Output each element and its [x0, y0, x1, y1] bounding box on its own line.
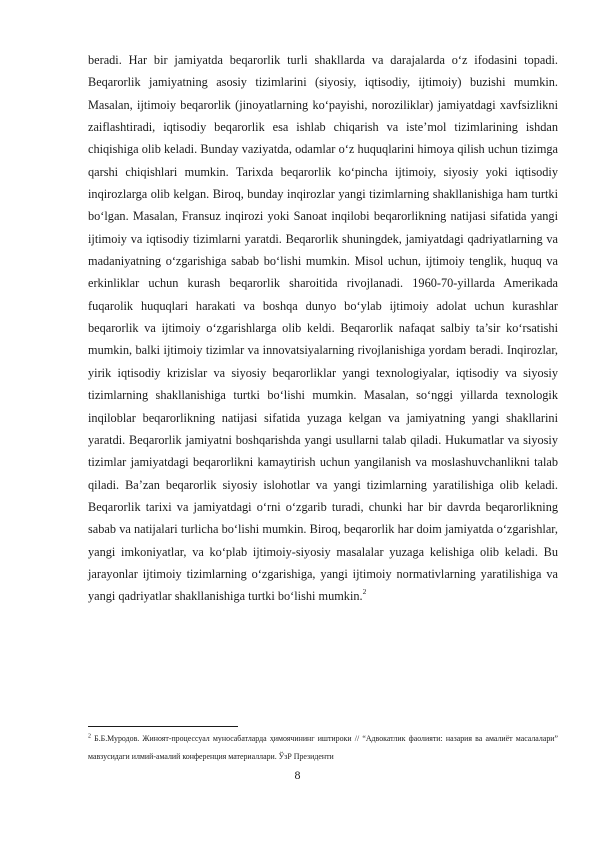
- body-paragraph: [88, 49, 558, 608]
- footnote-separator: [88, 726, 238, 727]
- footnote: [88, 730, 558, 765]
- footnote-text: Б.Б.Муродов. Жиноят-процессуал муносабатларда ҳимоячининг иштироки // “Адвокатлик фаолияти: назария ва амалиёт масалалари” мавзусидаги илмий-амалий конференция материаллари. ЎзР Президенти: [88, 734, 558, 761]
- paragraph-text: beradi. Har bir jamiyatda beqarorlik turli shakllarda va darajalarda o‘z ifodasini topadi. Beqarorlik jamiyatning asosiy tizimlarini (siyosiy, iqtisodiy, ijtimoiy) buzishi mumkin. Masalan, ijtimoiy beqarorlik (jinoyatlarning ko‘payishi, noroziliklar) jamiyatdagi xavfsizlikni zaiflashtiradi, iqtisodiy beqarorlik esa ishlab chiqarish va iste’mol tizimlarining ishdan chiqishiga olib keladi. Bunday vaziyatda, odamlar o‘z huquqlarini himoya qilish uchun tizimga qarshi chiqishlari mumkin. Tarixda beqarorlik ko‘pincha ijtimoiy, siyosiy yoki iqtisodiy inqirozlarga olib kelgan. Biroq, bunday inqirozlar yangi tizimlarning shakllanishiga ham turtki bo‘lgan. Masalan, Fransuz inqirozi yoki Sanoat inqilobi beqarorlikning natijasi sifatida yangi ijtimoiy va iqtisodiy tizimlarni yaratdi. Beqarorlik shuningdek, jamiyatdagi qadriyatlarning va madaniyatning o‘zgarishiga sabab bo‘lishi mumkin. Misol uchun, ijtimoiy tenglik, huquq va erkinliklar uchun kurash beqarorlik sharoitida rivojlanadi. 1960-70-yillarda Amerikada fuqarolik huquqlari harakati va boshqa dunyo bo‘ylab ijtimoiy adolat uchun kurashlar beqarorlik va ijtimoiy o‘zgarishlarga olib keldi. Beqarorlik nafaqat salbiy ta’sir ko‘rsatishi mumkin, balki ijtimoiy tizimlar va innovatsiyalarning rivojlanishiga yordam beradi. Inqirozlar, yirik iqtisodiy krizislar va siyosiy beqarorliklar yangi texnologiyalar, iqtisodiy va siyosiy tizimlarning shakllanishiga turtki bo‘lishi mumkin. Masalan, so‘nggi yillarda texnologik inqiloblar beqarorlikning natijasi sifatida yuzaga kelgan va jamiyatning yangi shakllarini yaratdi. Beqarorlik jamiyatni boshqarishda yangi usullarni talab qiladi. Hukumatlar va siyosiy tizimlar jamiyatdagi beqarorlikni kamaytirish uchun yangilanish va moslashuvchanlikni talab qiladi. Ba’zan beqarorlik siyosiy islohotlar va yangi tizimlarning yaratilishiga olib keladi. Beqarorlik tarixi va jamiyatdagi o‘rni o‘zgarib turadi, chunki har bir davrda beqarorlikning sabab va natijalari turlicha bo‘lishi mumkin. Biroq, beqarorlik har doim jamiyatda o‘zgarishlar, yangi imkoniyatlar, va ko‘plab ijtimoiy-siyosiy masalalar yuzaga kelishiga olib keladi. Bu jarayonlar ijtimoiy tizimlarning o‘zgarishiga, yangi ijtimoiy normativlarning yaratilishiga va yangi qadriyatlar shakllanishiga turtki bo‘lishi mumkin.: [88, 53, 558, 604]
- footnote-number: 2: [88, 733, 91, 740]
- footnote-reference[interactable]: 2: [362, 587, 367, 597]
- page-number: 8: [294, 768, 301, 782]
